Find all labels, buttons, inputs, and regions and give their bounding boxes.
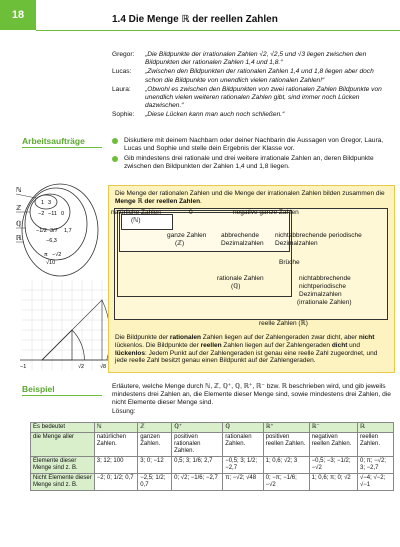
dialogue-line — [112, 111, 392, 119]
dialogue-text: „Obwohl es zwischen den Bildpunkten von zwei rationalen Zahlen Bildpunkte von unendlich vielen weiteren rationalen Zahlen gibt, sind immer noch Lücken dazwischen.“ — [145, 85, 382, 110]
fig-number: −6,3 — [46, 238, 57, 244]
dialogue — [112, 51, 392, 121]
table-cell: √−4; √−2; √−1 — [358, 474, 394, 491]
label-brueche: Brüche — [279, 259, 300, 266]
set-n-ellipse — [35, 195, 57, 209]
bullet-icon — [112, 156, 118, 162]
section-heading-beispiel: Beispiel — [22, 384, 55, 394]
fig-number: 0 — [61, 211, 65, 217]
table-cell: 3; 12; 100 — [94, 457, 137, 474]
table-cell: 1; 0,6; π; 0; √2 — [309, 474, 357, 491]
table-cell: reellen Zahlen. — [358, 433, 394, 457]
section-rule — [22, 395, 102, 396]
label-q-symbol: (ℚ) — [231, 283, 241, 290]
header-rule — [36, 30, 400, 31]
set-label-n: ℕ — [16, 187, 22, 194]
set-label-q: ℚ — [16, 221, 22, 228]
table-cell: ℕ — [94, 423, 137, 433]
section-rule — [22, 147, 102, 148]
axis-label: √2 — [78, 364, 85, 370]
section-heading-arbeitsauftraege: Arbeitsaufträge — [22, 136, 85, 146]
table-cell: ℚ⁺ — [172, 423, 223, 433]
table-cell: −0,5; 3; 1/2; −2,7 — [223, 457, 263, 474]
table-row — [31, 457, 394, 474]
box-paragraph: Die Bildpunkte der rationalen Zahlen liegen auf der Zahlengeraden zwar dicht, aber nicht lückenlos. Die Bildpunkte der reellen Zahlen liegen auf der Zahlengeraden dicht und lückenlos: Jedem Punkt auf der Zahlengeraden ist genau eine reelle Zahl zugeordnet, und jede reelle Zahl besitzt genau einen Bildpunkt auf der Zahlengeraden. — [115, 334, 378, 365]
table-cell: ℝ⁻ — [309, 423, 357, 433]
table-cell: ganzen Zahlen. — [138, 433, 172, 457]
set-label-z: ℤ — [16, 205, 22, 212]
table-cell: 0,5; 3; 1/6; 2,7 — [172, 457, 223, 474]
task-text: Gib mindestens drei rationale und drei weitere irrationale Zahlen an, deren Bildpunkte zwischen den Bildpunkten der Zahlen 1,4 und 1,8 liegen. — [124, 155, 374, 171]
dialogue-line — [112, 68, 392, 84]
dialogue-text: „Zwischen den Bildpunkten der rationalen Zahlen 1,4 und 1,8 liegen aber doch schon die Bildpunkte von unendlich vielen rationalen Zahlen!“ — [145, 68, 374, 84]
table-cell: 0; π; −√2; 3; −2,7 — [358, 457, 394, 474]
label-reelle: reelle Zahlen (ℝ) — [259, 320, 308, 327]
fig-number: √10 — [46, 260, 56, 266]
table-cell: die Menge aller — [31, 433, 95, 457]
dialogue-line — [112, 51, 392, 67]
table-cell: ℝ — [358, 423, 394, 433]
table-cell: ℚ — [223, 423, 263, 433]
solution-table — [30, 422, 394, 491]
table-cell: Es bedeutet — [31, 423, 95, 433]
table-cell: 3; 0; −12 — [138, 457, 172, 474]
label-ganze: ganze Zahlen — [167, 232, 207, 239]
table-cell: negativen reellen Zahlen. — [309, 433, 357, 457]
definition-box — [108, 185, 395, 373]
task-text: Diskutiere mit deinem Nachbarn oder deiner Nachbarin die Aussagen von Gregor, Laura, Lucas und Sophie und stelle dein Ergebnis der Klasse vor. — [124, 137, 384, 153]
fig-number: −2 — [38, 211, 45, 217]
label-irrationale: (irrationale Zahlen) — [297, 299, 352, 306]
table-cell: Elemente dieser Menge sind z. B. — [31, 457, 95, 474]
table-row — [31, 433, 394, 457]
fig-number: −1/2 — [36, 228, 47, 234]
grid — [22, 280, 114, 370]
fig-number: π — [44, 252, 48, 258]
label-zero: 0 — [189, 209, 193, 216]
box-intro: Die Menge der rationalen Zahlen und die Menge der irrationalen Zahlen bilden zusammen die Menge ℝ der reellen Zahlen. — [115, 190, 385, 205]
table-cell: Nicht Elemente dieser Menge sind z. B. — [31, 474, 95, 491]
label-nichtperiodische: nichtperiodische — [299, 283, 346, 290]
table-cell: positiven reellen Zahlen. — [263, 433, 309, 457]
table-cell: positiven rationalen Zahlen. — [172, 433, 223, 457]
dialogue-text: „Die Bildpunkte der irrationalen Zahlen √2, √2,5 und √3 liegen zwischen den Bildpunkten der rationalen Zahlen 1,4 und 1,8.“ — [145, 51, 367, 67]
table-cell: 1; 0,6; √2; 3 — [263, 457, 309, 474]
label-rationale: rationale Zahlen — [217, 275, 264, 282]
label-nichtabbr-periodisch: nichtabbrechende periodische Dezimalzahlen — [275, 232, 362, 247]
label-abbrechende: abbrechende — [221, 232, 259, 239]
table-cell: ℝ⁺ — [263, 423, 309, 433]
table-cell: rationalen Zahlen. — [223, 433, 263, 457]
axis-label: −1 — [20, 364, 27, 370]
dialogue-text: „Diese Lücken kann man auch noch schließen.“ — [145, 111, 285, 119]
dialogue-line — [112, 86, 392, 111]
table-cell: 0; √2; −1/6; −2,7 — [172, 474, 223, 491]
speaker: Gregor: — [112, 51, 135, 58]
table-cell: −0,5; −3; −1/2; −√2 — [309, 457, 357, 474]
table-cell: ℤ — [138, 423, 172, 433]
table-header-row — [31, 423, 394, 433]
number-sets-figure — [16, 180, 114, 380]
beispiel-text: Erläutere, welche Menge durch ℕ, ℤ, ℚ⁺, ℚ, ℝ⁺, ℝ⁻ bzw. ℝ beschrieben wird, und gib jeweils mindestens drei Zahlen an, die Elemente dieser Menge sind, sowie mindestens drei Zahlen, die nicht Elemente dieser Menge sind. Lösung: — [112, 383, 391, 415]
table-cell: π; −√2; √48 — [223, 474, 263, 491]
label-natuerliche: natürliche Zahlen — [111, 209, 161, 216]
label-dezimalzahlen: Dezimalzahlen — [299, 291, 342, 298]
table-cell: −2,5; 1/2; 0,7 — [138, 474, 172, 491]
task-item — [112, 155, 387, 171]
label-dezimal: Dezimalzahlen — [221, 240, 264, 247]
arc-sqrt2 — [72, 330, 84, 360]
table-cell: −2; 0; 1/2; 0,7 — [94, 474, 137, 491]
fig-number: −√2 — [52, 252, 62, 258]
page-number: 18 — [0, 0, 36, 30]
speaker: Laura: — [112, 85, 131, 93]
table-row — [31, 474, 394, 491]
set-label-r: ℝ — [16, 235, 22, 242]
label-nichtabbrechende: nichtabbrechende — [299, 275, 351, 282]
bullet-icon — [112, 138, 118, 144]
fig-number: 3 — [48, 200, 52, 206]
label-z-symbol: (ℤ) — [175, 240, 185, 247]
fig-number: −11 — [48, 211, 57, 217]
fig-number: 3/7 — [50, 228, 58, 234]
chapter-title: 1.4 Die Menge ℝ der reellen Zahlen — [112, 14, 278, 25]
label-n-symbol: (ℕ) — [131, 217, 141, 224]
fig-number: 1,7 — [64, 228, 72, 234]
table-cell: natürlichen Zahlen. — [94, 433, 137, 457]
task-item — [112, 137, 387, 153]
speaker: Lucas: — [112, 68, 132, 76]
axis-label: √8 — [100, 364, 107, 370]
label-negative-ganze: negative ganze Zahlen — [233, 209, 299, 216]
speaker: Sophie: — [112, 111, 135, 119]
fig-number: 1 — [41, 200, 45, 206]
table-cell: 0; −π; −1/6; −√2 — [263, 474, 309, 491]
